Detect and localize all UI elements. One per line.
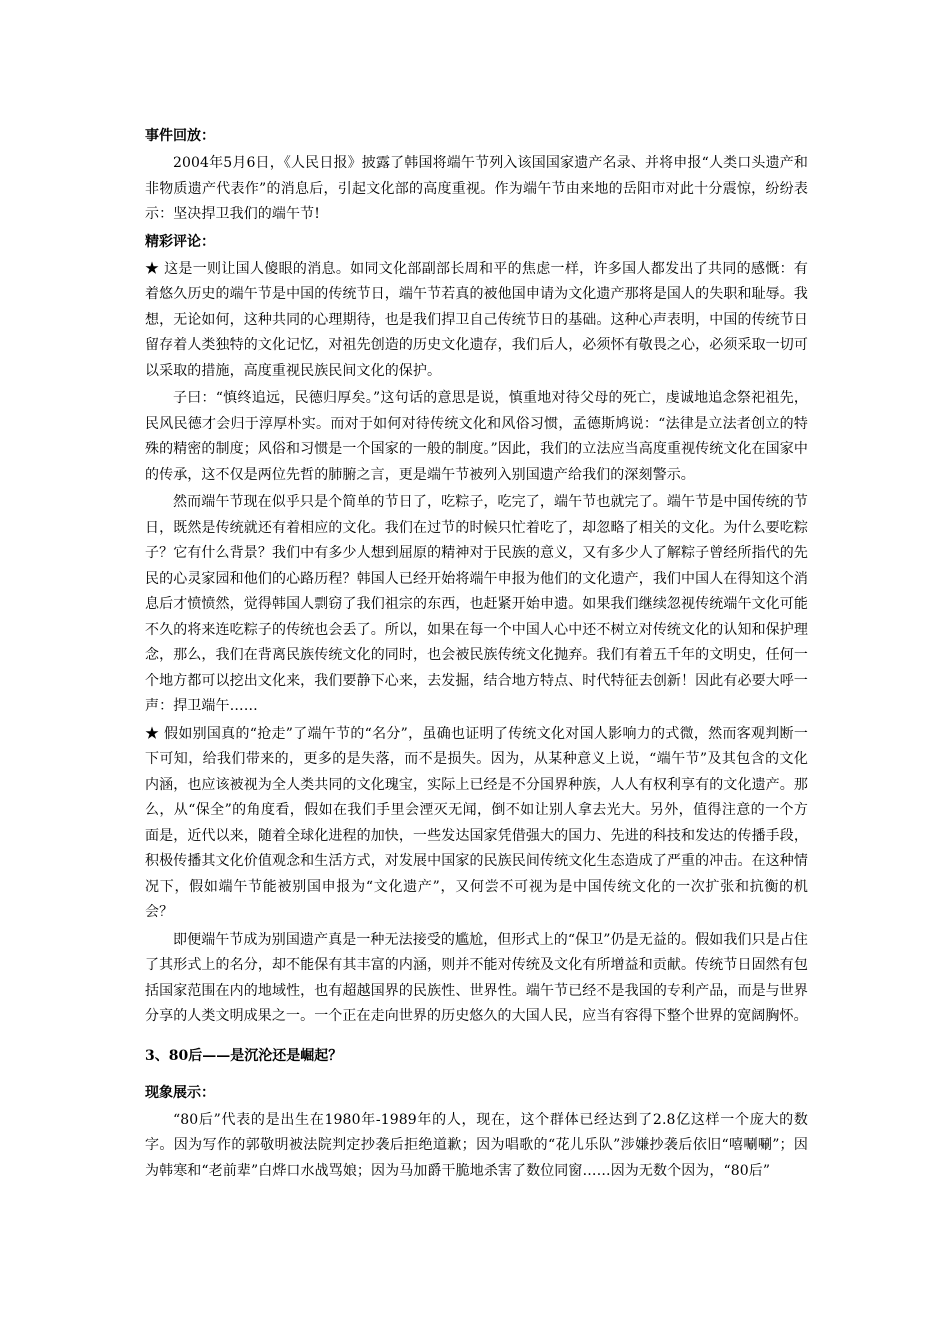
event-review-paragraph: 2004年5月6日，《人民日报》披露了韩国将端午节列入该国国家遗产名录、并将申报“人类口头遗产和非物质遗产代表作”的消息后，引起文化部的高度重视。作为端午节由来地的岳阳市对此十分震惊，纷纷表示：坚决捍卫我们的端午节! [145, 155, 808, 222]
comment-paragraph-3: 然而端午节现在似乎只是个简单的节日了，吃粽子，吃完了，端午节也就完了。端午节是中国传统的节日，既然是传统就还有着相应的文化。我们在过节的时候只忙着吃了，却忽略了相关的文化。为什么要吃粽子？它有什么背景？我们中有多少人想到屈原的精神对于民族的意义，又有多少人了解粽子曾经所指代的先民的心灵家园和他们的心路历程？韩国人已经开始将端午申报为他们的文化遗产，我们中国人在得知这个消息后才愤愤然，觉得韩国人剽窃了我们祖宗的东西，也赶紧开始申遗。如果我们继续忽视传统端午文化可能不久的将来连吃粽子的传统也会丢了。所以，如果在每一个中国人心中还不树立对传统文化的认知和保护理念，那么，我们在背离民族传统文化的同时，也会被民族传统文化抛弃。我们有着五千年的文明史，任何一个地方都可以挖出文化来，我们要静下心来，去发掘，结合地方特点、时代特征去创新！因此有必要大呼一声：捍卫端午…… [145, 494, 808, 714]
comment-paragraph-2: 子曰：“慎终追远，民德归厚矣。”这句话的意思是说，慎重地对待父母的死亡，虔诚地追念祭祀祖先，民风民德才会归于淳厚朴实。而对于如何对待传统文化和风俗习惯，孟德斯鸠说：“法律是立法者创立的特殊的精密的制度；风俗和习惯是一个国家的一般的制度。”因此，我们的立法应当高度重视传统文化在国家中的传承，这不仅是两位先哲的肺腑之言，更是端午节被列入别国遗产给我们的深刻警示。 [145, 390, 808, 483]
comment-paragraph-1: ★ 这是一则让国人傻眼的消息。如同文化部副部长周和平的焦虑一样，许多国人都发出了共同的感慨：有着悠久历史的端午节是中国的传统节日，端午节若真的被他国申请为文化遗产那将是国人的失职和耻辱。我想，无论如何，这种共同的心理期待，也是我们捍卫自己传统节日的基础。这种心声表明，中国的传统节日留存着人类独特的文化记忆，对祖先创造的历史文化遗存，我们后人，必须怀有敬畏之心，必须采取一切可以采取的措施，高度重视民族民间文化的保护。 [145, 260, 808, 379]
comment-paragraph-4: ★ 假如别国真的“抢走”了端午节的“名分”，虽确也证明了传统文化对国人影响力的式微，然而客观判断一下可知，给我们带来的，更多的是失落，而不是损失。因为，从某种意义上说，“端午节”及其包含的文化内涵，也应该被视为全人类共同的文化瑰宝，实际上已经是不分国界种族，人人有权利享有的文化遗产。那么，从“保全”的角度看，假如在我们手里会湮灭无闻，倒不如让别人拿去光大。另外，值得注意的一个方面是，近代以来，随着全球化进程的加快，一些发达国家凭借强大的国力、先进的科技和发达的传播手段，积极传播其文化价值观念和生活方式，对发展中国家的民族民间传统文化生态造成了严重的冲击。在这种情况下，假如端午节能被别国申报为“文化遗产”，又何尝不可视为是中国传统文化的一次扩张和抗衡的机会？ [145, 725, 808, 920]
section-3-title: 3、80后——是沉沦还是崛起？ [145, 1047, 343, 1064]
event-review-heading: 事件回放： [145, 128, 215, 144]
document-page [145, 124, 808, 1186]
comment-paragraph-5: 即便端午节成为别国遗产真是一种无法接受的尴尬，但形式上的“保卫”仍是无益的。假如我们只是占住了其形式上的名分，却不能保有其丰富的内涵，则并不能对传统及文化有所增益和贡献。传统节日固然有包括国家范围在内的地域性，也有超越国界的民族性、世界性。端午节已经不是我国的专利产品，而是与世界分享的人类文明成果之一。一个正在走向世界的历史悠久的大国人民，应当有容得下整个世界的宽阔胸怀。 [145, 931, 808, 1024]
comments-heading: 精彩评论： [145, 233, 215, 250]
phenomenon-paragraph: “80后”代表的是出生在1980年-1989年的人，现在，这个群体已经达到了2.8亿这样一个庞大的数字。因为写作的郭敬明被法院判定抄袭后拒绝道歉；因为唱歌的“花儿乐队”涉嫌抄袭后依旧“嘻唰唰”；因为韩寒和“老前辈”白烨口水战骂娘；因为马加爵干脆地杀害了数位同窗……因为无数个因为，“80后” [145, 1111, 808, 1179]
phenomenon-heading: 现象展示： [145, 1084, 215, 1101]
